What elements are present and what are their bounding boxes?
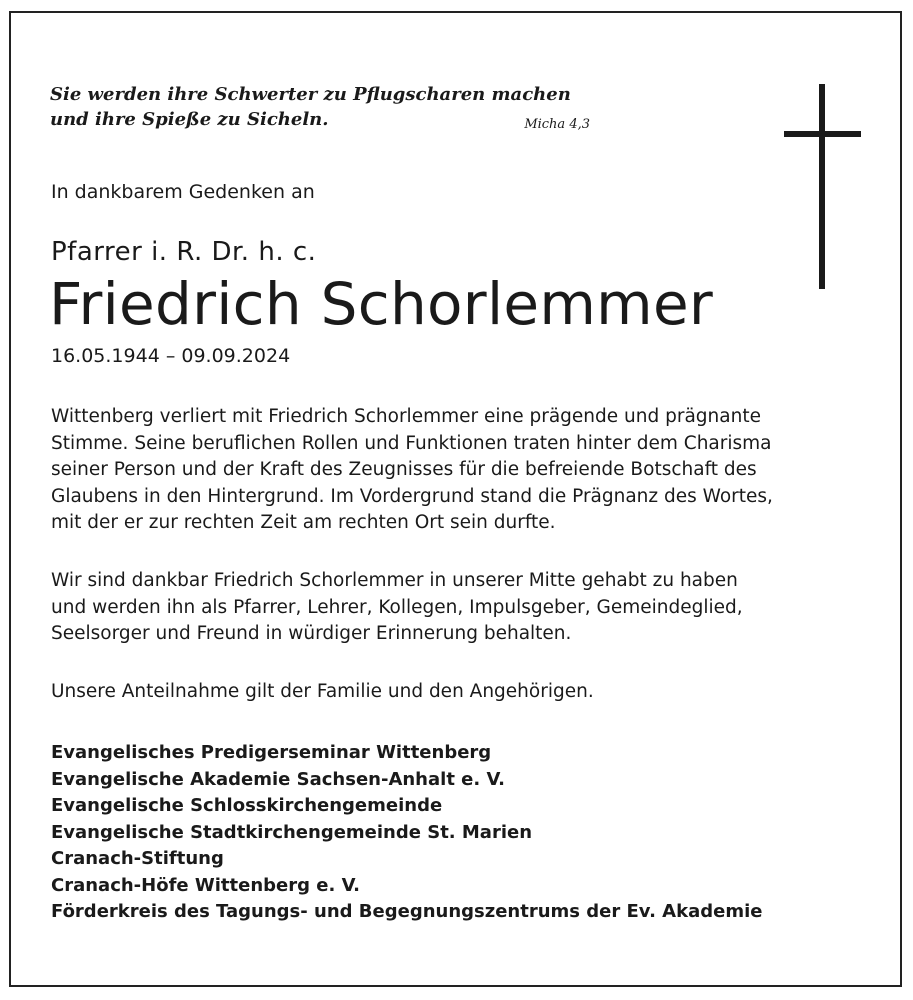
organization-item: Evangelische Schlosskirchengemeinde <box>51 795 443 816</box>
paragraph-line: Stimme. Seine beruflichen Rollen und Funktionen traten hinter dem Charisma <box>51 432 772 454</box>
organization-item: Cranach-Höfe Wittenberg e. V. <box>51 874 361 896</box>
cross-icon <box>784 84 861 289</box>
paragraph-line: seiner Person und der Kraft des Zeugnisses für die befreiende Botschaft des <box>51 459 757 480</box>
paragraph-line: Seelsorger und Freund in würdiger Erinnerung behalten. <box>51 623 572 644</box>
paragraph-line: mit der er zur rechten Zeit am rechten Ort sein durfte. <box>51 512 556 533</box>
cross-horizontal-beam <box>784 131 861 137</box>
organization-item: Förderkreis des Tagungs- und Begegnungszentrums der Ev. Akademie <box>51 901 763 922</box>
bible-quote-line-2: und ihre Spieße zu Sicheln. <box>50 109 329 130</box>
paragraph-line: Wittenberg verliert mit Friedrich Schorlemmer eine prägende und prägnante <box>51 406 761 427</box>
life-dates: 16.05.1944 – 09.09.2024 <box>51 345 291 367</box>
deceased-name: Friedrich Schorlemmer <box>49 270 714 338</box>
memorial-intro: In dankbarem Gedenken an <box>51 181 315 203</box>
organization-item: Evangelische Stadtkirchengemeinde St. Marien <box>51 821 533 843</box>
paragraph-line: Glaubens in den Hintergrund. Im Vordergrund stand die Prägnanz des Wortes, <box>51 485 773 507</box>
organization-item: Evangelische Akademie Sachsen-Anhalt e. V. <box>51 768 505 790</box>
paragraph-line: und werden ihn als Pfarrer, Lehrer, Kollegen, Impulsgeber, Gemeindeglied, <box>51 596 743 618</box>
organization-item: Cranach-Stiftung <box>51 848 224 869</box>
tribute-paragraph-2 <box>51 568 871 648</box>
bible-quote-reference: Micha 4,3 <box>524 117 590 132</box>
paragraph-line: Unsere Anteilnahme gilt der Familie und den Angehörigen. <box>51 681 594 702</box>
cross-vertical-beam <box>819 84 825 289</box>
tribute-paragraph-1 <box>51 404 871 537</box>
organizations-list <box>51 740 762 926</box>
bible-quote <box>50 82 590 132</box>
condolence-paragraph <box>51 679 871 706</box>
paragraph-line: Wir sind dankbar Friedrich Schorlemmer in unserer Mitte gehabt zu haben <box>51 570 738 591</box>
deceased-title: Pfarrer i. R. Dr. h. c. <box>51 237 317 267</box>
organization-item: Evangelisches Predigerseminar Wittenberg <box>51 742 492 763</box>
bible-quote-line-1: Sie werden ihre Schwerter zu Pflugscharen machen <box>50 84 571 105</box>
